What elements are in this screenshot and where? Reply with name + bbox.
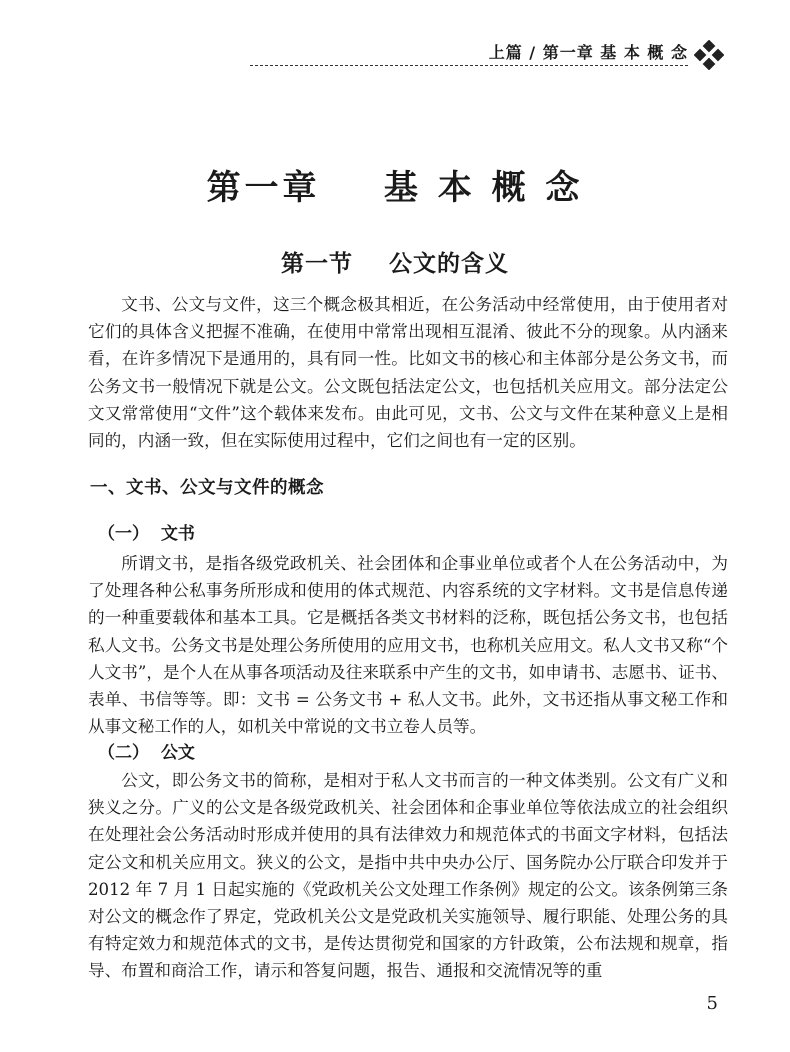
chapter-title: 第一章 基 本 概 念 [206,168,584,208]
running-header-title: 上篇 / 第一章 基 本 概 念 [488,43,688,62]
running-header [250,38,724,66]
subsection-heading: 一、文书、公文与文件的概念 [90,478,324,498]
running-header-rule [250,65,688,66]
page-number: 5 [706,993,718,1014]
diamond-ornament-icon [694,40,724,70]
section-title: 第一节 公文的含义 [280,251,510,277]
intro-paragraph: 文书、公文与文件，这三个概念极其相近，在公务活动中经常使用，由于使用者对它们的具体含义把握不准确，在使用中常常出现相互混淆、彼此不分的现象。从内涵来看，在许多情况下是通用的，具有同一性。比如文书的核心和主体部分是公务文书，而公务文书一般情况下就是公文。公文既包括法定公文，也包括机关应用文。部分法定公文又常常使用“文件”这个载体来发布。由此可见，文书、公文与文件在某种意义上是相同的，内涵一致，但在实际使用过程中，它们之间也有一定的区别。 [88,295,728,451]
item-heading-documents: （一） 文书 [98,524,195,544]
item-paragraph-official-documents: 公文，即公务文书的简称，是相对于私人文书而言的一种文体类别。公文有广义和狭义之分。广义的公文是各级党政机关、社会团体和企事业单位等依法成立的社会组织在处理社会公务活动时形成并使用的具有法律效力和规范体式的书面文字材料，包括法定公文和机关应用文。狭义的公文，是指中共中央办公厅、国务院办公厅联合印发并于 2012 年 7 月 1 日起实施的《党政机关公文处理工作条例》规定的公文。该条例第三条对公文的概念作了界定，党政机关公文是党政机关实施领导、履行职能、处理公务的具有特定效力和规范体式的文书，是传达贯彻党和国家的方针政策，公布法规和规章，指导、布置和商洽工作，请示和答复问题，报告、通报和交流情况等的重 [88,771,728,981]
item-paragraph-documents: 所谓文书，是指各级党政机关、社会团体和企事业单位或者个人在公务活动中，为了处理各种公私事务所形成和使用的体式规范、内容系统的文字材料。文书是信息传递的一种重要载体和基本工具。它是概括各类文书材料的泛称，既包括公务文书，也包括私人文书。公务文书是处理公务所使用的应用文书，也称机关应用文。私人文书又称“个人文书”，是个人在从事各项活动及往来联系中产生的文书，如申请书、志愿书、证书、表单、书信等等。即：文书 = 公务文书 + 私人文书。此外，文书还指从事文秘工作和从事文秘工作的人，如机关中常说的文书立卷人员等。 [88,554,728,737]
item-heading-official-documents: （二） 公文 [98,743,195,763]
